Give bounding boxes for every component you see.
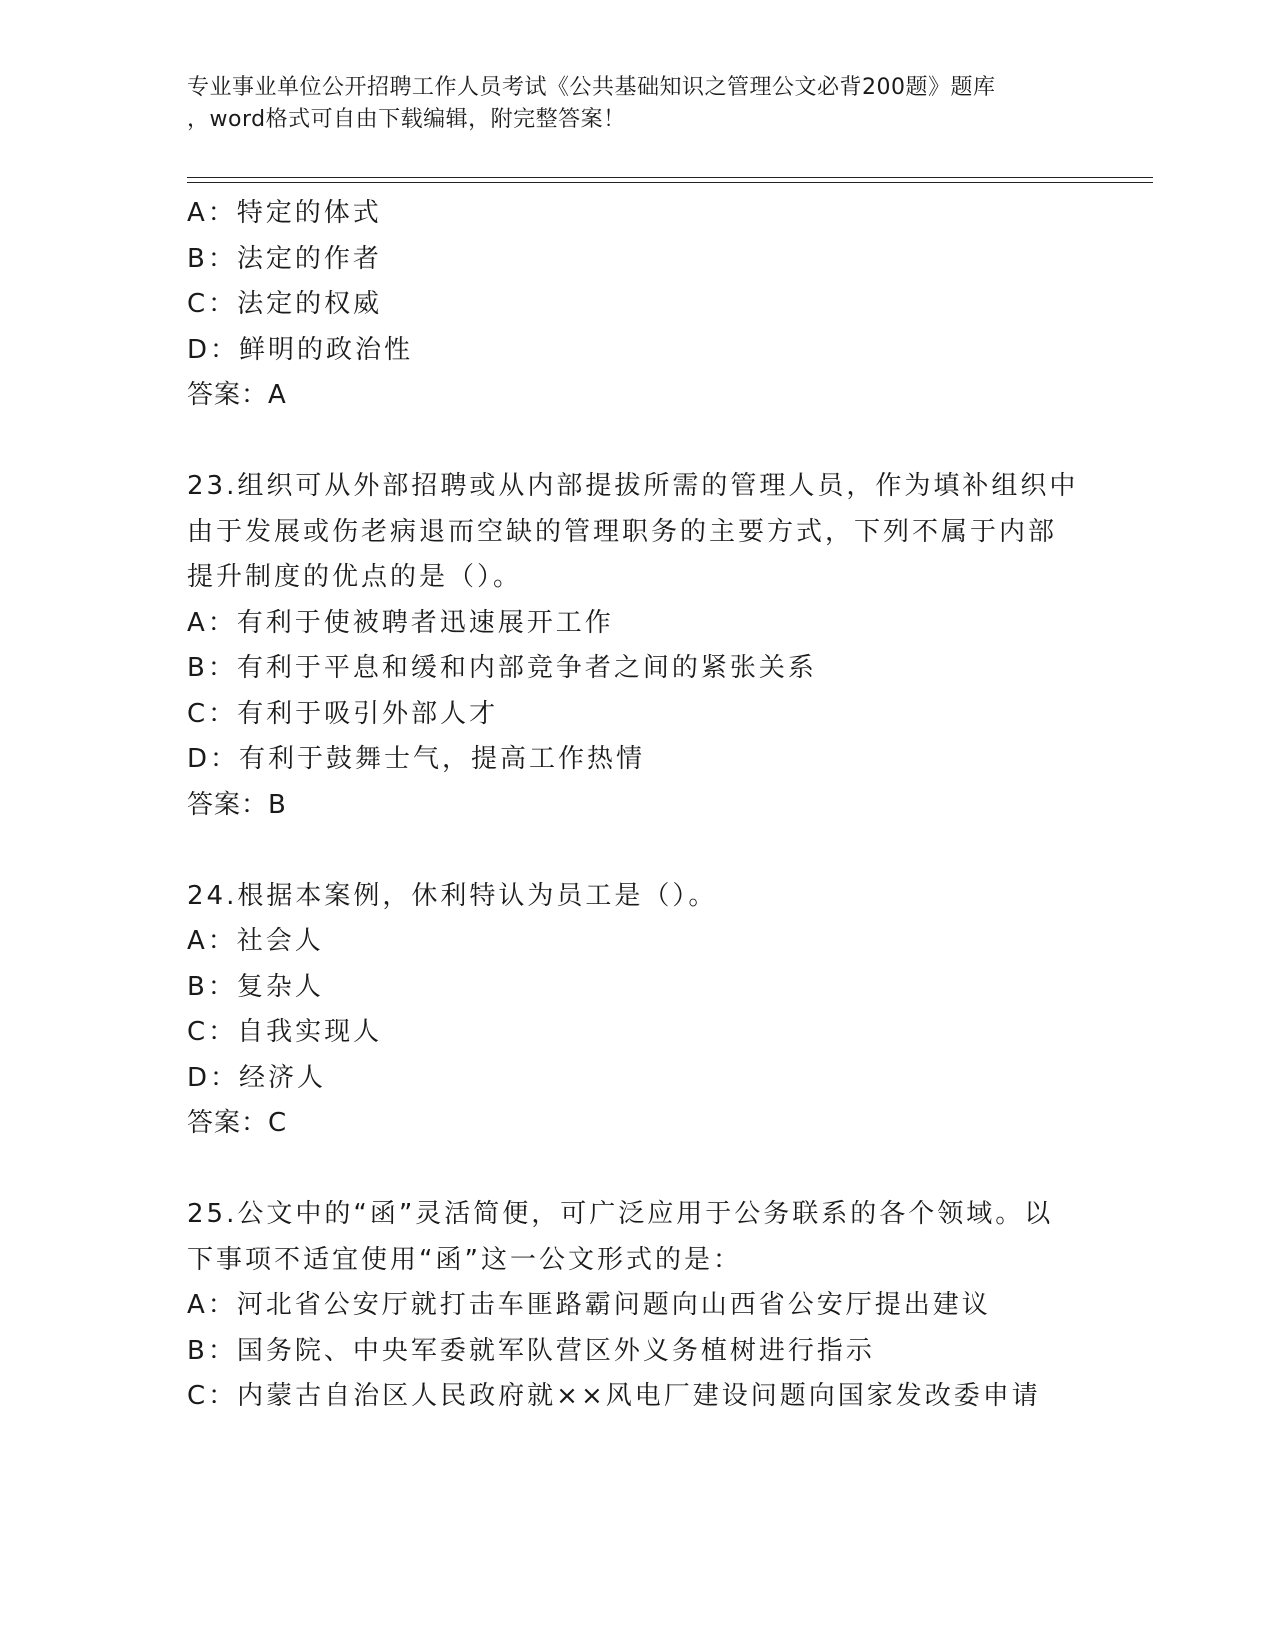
option-c: C：有利于吸引外部人才	[187, 698, 499, 729]
question-content	[187, 191, 1087, 1420]
option-b: B：国务院、中央军委就军队营区外义务植树进行指示	[187, 1335, 875, 1366]
answer: 答案：B	[187, 789, 287, 820]
answer: 答案：A	[187, 380, 287, 410]
header-divider-bottom	[187, 182, 1153, 183]
header-line-2: ，word格式可自由下载编辑，附完整答案！	[187, 107, 626, 132]
option-c: C：内蒙古自治区人民政府就××风电厂建设问题向国家发改委申请	[187, 1381, 1041, 1411]
question-stem-line-1: 24.根据本案例，休利特认为员工是（）。	[187, 880, 718, 911]
option-d: D：鲜明的政治性	[187, 334, 414, 365]
option-a: A：社会人	[187, 926, 324, 956]
question-stem-line-1: 23.组织可从外部招聘或从内部提拔所需的管理人员，作为填补组织中	[187, 471, 1079, 501]
question-block-22	[187, 191, 1087, 419]
question-stem-line-3: 提升制度的优点的是（）。	[187, 562, 523, 592]
question-stem-line-2: 下事项不适宜使用“函”这一公文形式的是：	[187, 1244, 742, 1275]
option-c: C：自我实现人	[187, 1017, 383, 1047]
block-spacer	[187, 419, 1087, 465]
option-c: C：法定的权威	[187, 289, 383, 319]
block-spacer	[187, 1147, 1087, 1193]
option-a: A：有利于使被聘者迅速展开工作	[187, 607, 614, 638]
question-block-24	[187, 874, 1087, 1147]
question-stem-line-2: 由于发展或伤老病退而空缺的管理职务的主要方式，下列不属于内部	[187, 516, 1058, 547]
block-spacer	[187, 828, 1087, 874]
header-divider-top	[187, 177, 1153, 178]
option-b: B：复杂人	[187, 971, 324, 1002]
question-block-23	[187, 464, 1087, 828]
question-block-25	[187, 1192, 1087, 1420]
answer: 答案：C	[187, 1108, 288, 1138]
question-stem-line-1: 25.公文中的“函”灵活简便，可广泛应用于公务联系的各个领域。以	[187, 1199, 1054, 1229]
option-a: A：特定的体式	[187, 198, 382, 228]
document-header	[187, 72, 1107, 136]
header-line-1: 专业事业单位公开招聘工作人员考试《公共基础知识之管理公文必背200题》题库	[187, 75, 996, 100]
option-d: D：经济人	[187, 1062, 327, 1093]
option-d: D：有利于鼓舞士气，提高工作热情	[187, 744, 646, 774]
option-b: B：法定的作者	[187, 243, 382, 274]
option-a: A：河北省公安厅就打击车匪路霸问题向山西省公安厅提出建议	[187, 1290, 991, 1320]
option-b: B：有利于平息和缓和内部竞争者之间的紧张关系	[187, 653, 817, 683]
